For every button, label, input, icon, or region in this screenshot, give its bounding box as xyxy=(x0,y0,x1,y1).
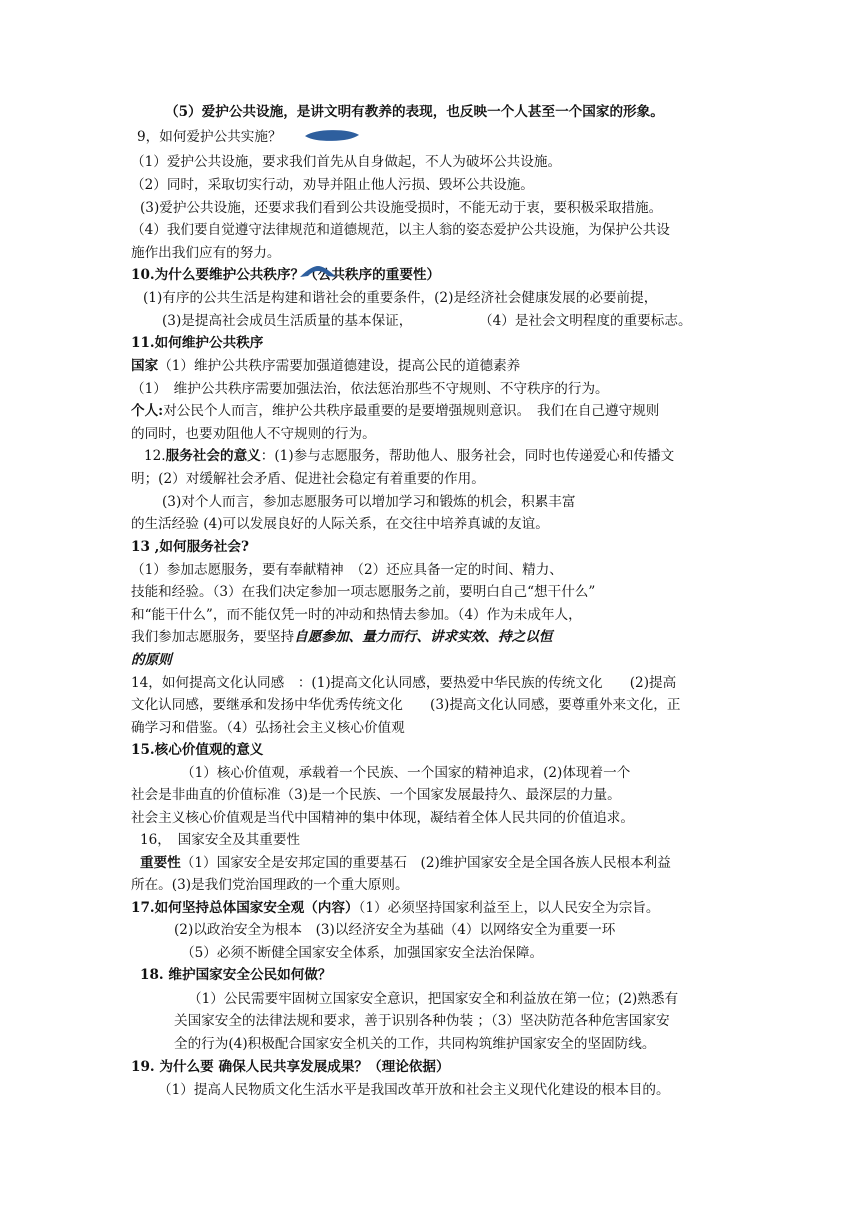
text-line: （1）提高人民物质文化生活水平是我国改革开放和社会主义现代化建设的根本目的。 xyxy=(158,1082,670,1098)
text-line: (1)有序的公共生活是构建和谐社会的重要条件，(2)是经济社会健康发展的必要前提， xyxy=(143,290,658,306)
text-line: (3)对个人而言，参加志愿服务可以增加学习和锻炼的机会，积累丰富 xyxy=(162,494,576,510)
handwritten-caret-mark xyxy=(298,265,338,279)
principle-emphasis: 自愿参加、量力而行、讲求实效、持之以恒 xyxy=(294,629,553,645)
text-line: 关国家安全的法律法规和要求，善于识别各种伪装 ；（3）坚决防范各种危害国家安 xyxy=(174,1013,670,1029)
text-line: 全的行为(4)积极配合国家安全机关的工作，共同构筑维护国家安全的坚固防线。 xyxy=(174,1036,656,1052)
text-line: （1） 维护公共秩序需要加强法治，依法惩治那些不守规则、不守秩序的行为。 xyxy=(131,381,609,397)
text-line: 确学习和借鉴。（4）弘扬社会主义核心价值观 xyxy=(131,720,405,736)
text-line: 所在。(3)是我们党治国理政的一个重大原则。 xyxy=(131,877,409,893)
label-individual: 个人: xyxy=(131,403,164,419)
text-line: （1）爱护公共设施，要求我们首先从自身做起，不人为破坏公共设施。 xyxy=(131,154,562,170)
question-heading: 16， 国家安全及其重要性 xyxy=(140,832,301,848)
text-line: （2）同时，采取切实行动，劝导并阻止他人污损、毁坏公共设施。 xyxy=(131,177,534,193)
text-line: （1）参加志愿服务，要有奉献精神 （2）还应具备一定的时间、精力、 xyxy=(131,562,563,578)
text-line: (3)爱护公共设施，还要求我们看到公共设施受损时，不能无动于衷，要积极采取措施。 xyxy=(140,200,663,216)
text-line: （4）是社会文明程度的重要标志。 xyxy=(479,313,692,329)
text-line: 社会是非曲直的价值标准（3)是一个民族、一个国家发展最持久、最深层的力量。 xyxy=(131,787,621,803)
text-line: 和“能干什么”，而不能仅凭一时的冲动和热情去参加。（4）作为未成年人， xyxy=(131,607,582,623)
question-heading: 11.如何维护公共秩序 xyxy=(131,335,264,351)
question-heading: 19. 为什么要 确保人民共享发展成果？（理论依据） xyxy=(131,1059,450,1075)
text-line: （5）必须不断健全国家安全体系，加强国家安全法治保障。 xyxy=(181,945,544,961)
question-heading: 15.核心价值观的意义 xyxy=(131,742,264,758)
text-line: (2)以政治安全为根本 (3)以经济安全为基础（4）以网络安全为重要一环 xyxy=(174,922,616,938)
question-heading: 18. 维护国家安全公民如何做？ xyxy=(140,967,332,983)
text-line: 文化认同感，要继承和发扬中华优秀传统文化 (3)提高文化认同感，要尊重外来文化，正 xyxy=(131,697,681,713)
text-line: 社会主义核心价值观是当代中国精神的集中体现，凝结着全体人民共同的价值追求。 xyxy=(131,810,634,826)
text-line: （1）核心价值观，承载着一个民族、一个国家的精神追求，(2)体现着一个 xyxy=(181,765,631,781)
text-line: 重要性（1）国家安全是安邦定国的重要基石 (2)维护国家安全是全国各族人民根本利益 xyxy=(140,855,671,871)
text-line: (3)是提高社会成员生活质量的基本保证， xyxy=(162,313,413,329)
question-heading: 14，如何提高文化认同感 ：(1)提高文化认同感，要热爱中华民族的传统文化 (2)提高 xyxy=(131,675,677,691)
text-line: （5）爱护公共设施，是讲文明有教养的表现，也反映一个人甚至一个国家的形象。 xyxy=(165,104,664,120)
question-heading: 10.为什么要维护公共秩序？（公共秩序的重要性） xyxy=(131,267,441,283)
label-country: 国家 xyxy=(131,358,159,374)
text-line: 的生活经验 (4)可以发展良好的人际关系，在交往中培养真诚的友谊。 xyxy=(131,516,549,532)
question-heading: 13 ,如何服务社会? xyxy=(131,539,249,555)
handwritten-oval-mark xyxy=(303,127,361,145)
text-line: （4）我们要自觉遵守法律规范和道德规范，以主人翁的姿态爱护公共设施，为保护公共设 xyxy=(131,222,670,238)
question-heading: 9，如何爱护公共实施？ xyxy=(137,129,282,145)
text-line: （1）公民需要牢固树立国家安全意识，把国家安全和利益放在第一位；(2)熟悉有 xyxy=(188,991,679,1007)
text-line: 国家（1）维护公共秩序需要加强道德建设，提高公民的道德素养 xyxy=(131,358,521,374)
question-heading: 12.服务社会的意义：(1)参与志愿服务，帮助他人、服务社会，同时也传递爱心和传播文 xyxy=(144,448,675,464)
question-heading: 17.如何坚持总体国家安全观（内容）（1）必须坚持国家利益至上，以人民安全为宗旨。 xyxy=(131,900,660,916)
text-line: 我们参加志愿服务，要坚持自愿参加、量力而行、讲求实效、持之以恒 xyxy=(131,629,553,645)
text-line: 明；(2）对缓解社会矛盾、促进社会稳定有着重要的作用。 xyxy=(131,471,485,487)
text-line: 个人:对公民个人而言，维护公共秩序最重要的是要增强规则意识。 我们在自己遵守规则 xyxy=(131,403,660,419)
text-line: 的同时，也要劝阻他人不守规则的行为。 xyxy=(131,426,376,442)
text-line: 的原则 xyxy=(131,652,172,668)
text-line: 施作出我们应有的努力。 xyxy=(131,245,281,261)
text-line: 技能和经验。（3）在我们决定参加一项志愿服务之前，要明白自己“想干什么” xyxy=(131,584,596,600)
label-importance: 重要性 xyxy=(140,855,181,871)
